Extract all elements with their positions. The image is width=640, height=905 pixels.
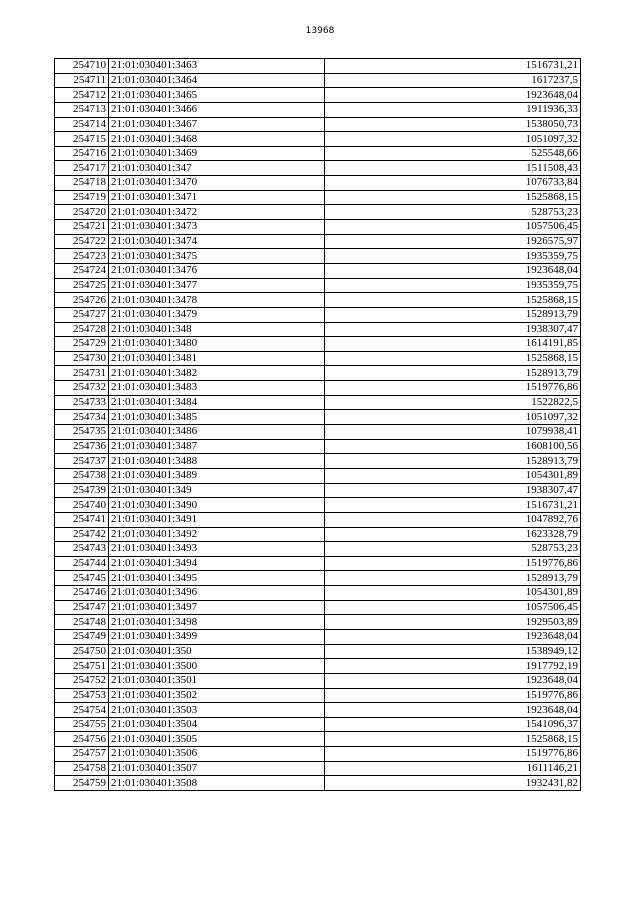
cadastral-value-cell: 1054301,89: [325, 468, 581, 483]
row-number-cell: 254738: [55, 468, 109, 483]
table-row: [55, 747, 581, 762]
cadastral-value-cell: 1611146,21: [325, 761, 581, 776]
cadastral-number-cell: 21:01:030401:3476: [109, 263, 325, 278]
cadastral-value-cell: 1911936,33: [325, 102, 581, 117]
row-number-cell: 254714: [55, 117, 109, 132]
table-row: [55, 600, 581, 615]
table-row: [55, 468, 581, 483]
cadastral-number-cell: 21:01:030401:3503: [109, 703, 325, 718]
cadastral-value-cell: 1923648,04: [325, 673, 581, 688]
table-row: [55, 776, 581, 791]
table-row: [55, 688, 581, 703]
cadastral-number-cell: 21:01:030401:3507: [109, 761, 325, 776]
table-row: [55, 410, 581, 425]
cadastral-number-cell: 21:01:030401:3505: [109, 732, 325, 747]
row-number-cell: 254744: [55, 556, 109, 571]
cadastral-value-cell: 1935359,75: [325, 249, 581, 264]
cadastral-number-cell: 21:01:030401:3477: [109, 278, 325, 293]
cadastral-value-cell: 1938307,47: [325, 322, 581, 337]
cadastral-value-cell: 1932431,82: [325, 776, 581, 791]
row-number-cell: 254751: [55, 659, 109, 674]
row-number-cell: 254712: [55, 88, 109, 103]
cadastral-value-cell: 1923648,04: [325, 703, 581, 718]
row-number-cell: 254728: [55, 322, 109, 337]
row-number-cell: 254758: [55, 761, 109, 776]
cadastral-number-cell: 21:01:030401:3490: [109, 498, 325, 513]
table-row: [55, 337, 581, 352]
cadastral-number-cell: 21:01:030401:3483: [109, 381, 325, 396]
row-number-cell: 254731: [55, 366, 109, 381]
row-number-cell: 254727: [55, 307, 109, 322]
row-number-cell: 254745: [55, 571, 109, 586]
cadastral-number-cell: 21:01:030401:347: [109, 161, 325, 176]
cadastral-value-cell: 1528913,79: [325, 571, 581, 586]
table-row: [55, 454, 581, 469]
cadastral-number-cell: 21:01:030401:3506: [109, 747, 325, 762]
cadastral-number-cell: 21:01:030401:3467: [109, 117, 325, 132]
cadastral-number-cell: 21:01:030401:348: [109, 322, 325, 337]
row-number-cell: 254756: [55, 732, 109, 747]
row-number-cell: 254711: [55, 73, 109, 88]
table-row: [55, 102, 581, 117]
row-number-cell: 254722: [55, 234, 109, 249]
table-row: [55, 395, 581, 410]
table-row: [55, 644, 581, 659]
cadastral-value-cell: 1076733,84: [325, 176, 581, 191]
cadastral-value-cell: 1057506,45: [325, 600, 581, 615]
row-number-cell: 254752: [55, 673, 109, 688]
page-number: 13968: [305, 26, 335, 36]
row-number-cell: 254723: [55, 249, 109, 264]
table-row: [55, 703, 581, 718]
cadastral-number-cell: 21:01:030401:3484: [109, 395, 325, 410]
cadastral-value-cell: 1511508,43: [325, 161, 581, 176]
table-row: [55, 117, 581, 132]
row-number-cell: 254740: [55, 498, 109, 513]
cadastral-number-cell: 21:01:030401:3502: [109, 688, 325, 703]
cadastral-value-cell: 1051097,32: [325, 132, 581, 147]
cadastral-value-cell: 1538949,12: [325, 644, 581, 659]
cadastral-number-cell: 21:01:030401:3485: [109, 410, 325, 425]
cadastral-number-cell: 21:01:030401:3481: [109, 351, 325, 366]
cadastral-value-cell: 1617237,5: [325, 73, 581, 88]
cadastral-number-cell: 21:01:030401:3474: [109, 234, 325, 249]
cadastral-value-cell: 528753,23: [325, 542, 581, 557]
table-row: [55, 542, 581, 557]
table-row: [55, 190, 581, 205]
table-row: [55, 483, 581, 498]
table-row: [55, 761, 581, 776]
cadastral-value-cell: 1929503,89: [325, 615, 581, 630]
table-row: [55, 234, 581, 249]
cadastral-value-cell: 1054301,89: [325, 586, 581, 601]
table-row: [55, 527, 581, 542]
row-number-cell: 254730: [55, 351, 109, 366]
cadastral-number-cell: 21:01:030401:3493: [109, 542, 325, 557]
table-row: [55, 278, 581, 293]
row-number-cell: 254716: [55, 146, 109, 161]
cadastral-value-cell: 1525868,15: [325, 732, 581, 747]
cadastral-number-cell: 21:01:030401:3478: [109, 293, 325, 308]
cadastral-number-cell: 21:01:030401:3486: [109, 425, 325, 440]
cadastral-number-cell: 21:01:030401:349: [109, 483, 325, 498]
cadastral-value-cell: 1923648,04: [325, 263, 581, 278]
cadastral-value-cell: 1614191,85: [325, 337, 581, 352]
cadastral-number-cell: 21:01:030401:3470: [109, 176, 325, 191]
cadastral-value-cell: 528753,23: [325, 205, 581, 220]
table-row: [55, 59, 581, 74]
cadastral-number-cell: 21:01:030401:3491: [109, 512, 325, 527]
row-number-cell: 254749: [55, 629, 109, 644]
cadastral-number-cell: 21:01:030401:3500: [109, 659, 325, 674]
row-number-cell: 254759: [55, 776, 109, 791]
table-row: [55, 307, 581, 322]
row-number-cell: 254750: [55, 644, 109, 659]
table-row: [55, 439, 581, 454]
table-row: [55, 732, 581, 747]
row-number-cell: 254725: [55, 278, 109, 293]
row-number-cell: 254748: [55, 615, 109, 630]
cadastral-number-cell: 21:01:030401:3495: [109, 571, 325, 586]
row-number-cell: 254754: [55, 703, 109, 718]
row-number-cell: 254726: [55, 293, 109, 308]
cadastral-number-cell: 21:01:030401:3475: [109, 249, 325, 264]
cadastral-number-cell: 21:01:030401:3466: [109, 102, 325, 117]
row-number-cell: 254735: [55, 425, 109, 440]
cadastral-value-cell: 1917792,19: [325, 659, 581, 674]
table-row: [55, 176, 581, 191]
cadastral-number-cell: 21:01:030401:350: [109, 644, 325, 659]
cadastral-number-cell: 21:01:030401:3472: [109, 205, 325, 220]
cadastral-value-cell: 1923648,04: [325, 88, 581, 103]
cadastral-number-cell: 21:01:030401:3498: [109, 615, 325, 630]
cadastral-number-cell: 21:01:030401:3492: [109, 527, 325, 542]
row-number-cell: 254713: [55, 102, 109, 117]
cadastral-number-cell: 21:01:030401:3508: [109, 776, 325, 791]
cadastral-number-cell: 21:01:030401:3473: [109, 220, 325, 235]
table-row: [55, 293, 581, 308]
cadastral-number-cell: 21:01:030401:3487: [109, 439, 325, 454]
cadastral-number-cell: 21:01:030401:3494: [109, 556, 325, 571]
table-row: [55, 161, 581, 176]
cadastral-number-cell: 21:01:030401:3479: [109, 307, 325, 322]
cadastral-value-cell: 1519776,86: [325, 688, 581, 703]
cadastral-value-cell: 1519776,86: [325, 556, 581, 571]
cadastral-number-cell: 21:01:030401:3488: [109, 454, 325, 469]
cadastral-value-cell: 1541096,37: [325, 717, 581, 732]
cadastral-value-cell: 1057506,45: [325, 220, 581, 235]
row-number-cell: 254733: [55, 395, 109, 410]
cadastral-value-cell: 1623328,79: [325, 527, 581, 542]
cadastral-number-cell: 21:01:030401:3499: [109, 629, 325, 644]
cadastral-number-cell: 21:01:030401:3501: [109, 673, 325, 688]
row-number-cell: 254719: [55, 190, 109, 205]
cadastral-value-table: [54, 58, 581, 791]
cadastral-value-cell: 1926575,97: [325, 234, 581, 249]
table-row: [55, 425, 581, 440]
cadastral-value-cell: 1935359,75: [325, 278, 581, 293]
table-row: [55, 498, 581, 513]
cadastral-number-cell: 21:01:030401:3465: [109, 88, 325, 103]
row-number-cell: 254746: [55, 586, 109, 601]
table-row: [55, 366, 581, 381]
row-number-cell: 254737: [55, 454, 109, 469]
table-row: [55, 512, 581, 527]
table-row: [55, 629, 581, 644]
cadastral-value-cell: 1528913,79: [325, 366, 581, 381]
cadastral-value-cell: 1522822,5: [325, 395, 581, 410]
row-number-cell: 254757: [55, 747, 109, 762]
row-number-cell: 254721: [55, 220, 109, 235]
cadastral-value-cell: 1525868,15: [325, 293, 581, 308]
cadastral-value-cell: 1923648,04: [325, 629, 581, 644]
row-number-cell: 254715: [55, 132, 109, 147]
table-row: [55, 132, 581, 147]
table-row: [55, 717, 581, 732]
cadastral-number-cell: 21:01:030401:3496: [109, 586, 325, 601]
cadastral-number-cell: 21:01:030401:3469: [109, 146, 325, 161]
table-row: [55, 73, 581, 88]
cadastral-value-cell: 1938307,47: [325, 483, 581, 498]
cadastral-value-cell: 1051097,32: [325, 410, 581, 425]
table-body: [55, 59, 581, 791]
cadastral-number-cell: 21:01:030401:3464: [109, 73, 325, 88]
cadastral-value-cell: 1519776,86: [325, 381, 581, 396]
row-number-cell: 254736: [55, 439, 109, 454]
table-row: [55, 673, 581, 688]
row-number-cell: 254729: [55, 337, 109, 352]
cadastral-number-cell: 21:01:030401:3489: [109, 468, 325, 483]
cadastral-value-cell: 1047892,76: [325, 512, 581, 527]
table-row: [55, 556, 581, 571]
row-number-cell: 254724: [55, 263, 109, 278]
row-number-cell: 254742: [55, 527, 109, 542]
cadastral-value-cell: 1608100,56: [325, 439, 581, 454]
cadastral-number-cell: 21:01:030401:3471: [109, 190, 325, 205]
table-row: [55, 351, 581, 366]
row-number-cell: 254747: [55, 600, 109, 615]
table-row: [55, 205, 581, 220]
table-row: [55, 322, 581, 337]
cadastral-number-cell: 21:01:030401:3504: [109, 717, 325, 732]
cadastral-number-cell: 21:01:030401:3482: [109, 366, 325, 381]
cadastral-value-cell: 1525868,15: [325, 190, 581, 205]
table-row: [55, 615, 581, 630]
table-row: [55, 381, 581, 396]
cadastral-value-cell: 1528913,79: [325, 454, 581, 469]
row-number-cell: 254718: [55, 176, 109, 191]
row-number-cell: 254741: [55, 512, 109, 527]
cadastral-value-cell: 1079938,41: [325, 425, 581, 440]
cadastral-number-cell: 21:01:030401:3497: [109, 600, 325, 615]
cadastral-value-cell: 1528913,79: [325, 307, 581, 322]
cadastral-value-cell: 1538050,73: [325, 117, 581, 132]
table-row: [55, 146, 581, 161]
row-number-cell: 254753: [55, 688, 109, 703]
row-number-cell: 254720: [55, 205, 109, 220]
cadastral-number-cell: 21:01:030401:3468: [109, 132, 325, 147]
table-row: [55, 220, 581, 235]
row-number-cell: 254710: [55, 59, 109, 74]
row-number-cell: 254734: [55, 410, 109, 425]
cadastral-number-cell: 21:01:030401:3480: [109, 337, 325, 352]
table-row: [55, 659, 581, 674]
cadastral-value-cell: 1516731,21: [325, 59, 581, 74]
table-row: [55, 263, 581, 278]
cadastral-value-cell: 1525868,15: [325, 351, 581, 366]
cadastral-value-cell: 525548,66: [325, 146, 581, 161]
cadastral-value-cell: 1519776,86: [325, 747, 581, 762]
cadastral-number-cell: 21:01:030401:3463: [109, 59, 325, 74]
row-number-cell: 254717: [55, 161, 109, 176]
table-row: [55, 249, 581, 264]
table-row: [55, 586, 581, 601]
table-row: [55, 571, 581, 586]
table-row: [55, 88, 581, 103]
row-number-cell: 254739: [55, 483, 109, 498]
cadastral-value-cell: 1516731,21: [325, 498, 581, 513]
row-number-cell: 254732: [55, 381, 109, 396]
row-number-cell: 254743: [55, 542, 109, 557]
row-number-cell: 254755: [55, 717, 109, 732]
